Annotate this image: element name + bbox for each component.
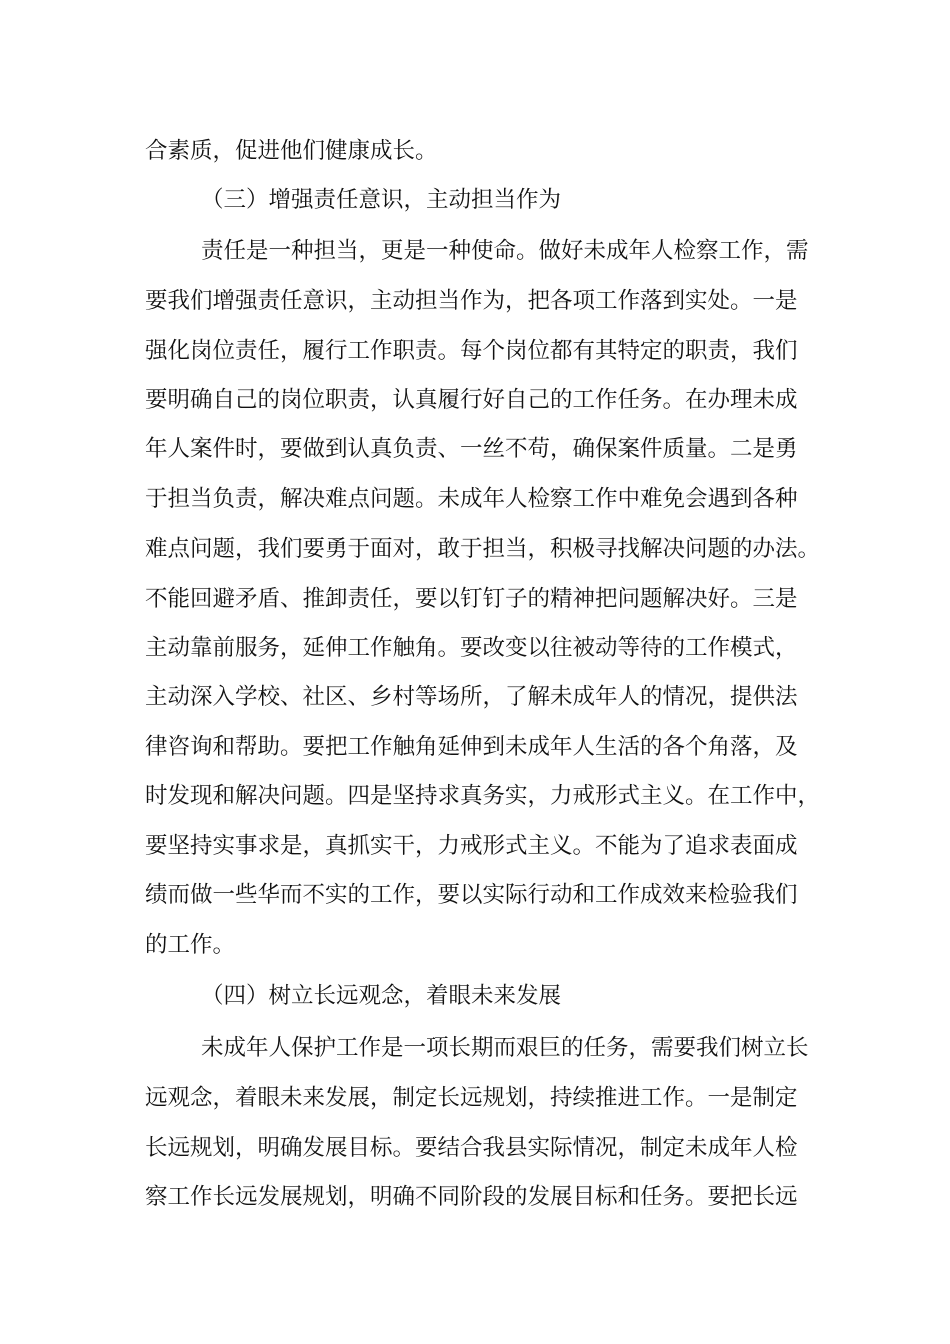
section-3-line: 要明确自己的岗位职责，认真履行好自己的工作任务。在办理未成 bbox=[145, 387, 798, 413]
intro-tail-line: 合素质，促进他们健康成长。 bbox=[145, 138, 438, 164]
section-3-line: 难点问题，我们要勇于面对，敢于担当，积极寻找解决问题的办法。 bbox=[145, 536, 821, 562]
section-3-line: 不能回避矛盾、推卸责任，要以钉钉子的精神把问题解决好。三是 bbox=[145, 586, 798, 612]
section-4-line: 察工作长远发展规划，明确不同阶段的发展目标和任务。要把长远 bbox=[145, 1184, 798, 1210]
section-3-line: 主动靠前服务，延伸工作触角。要改变以往被动等待的工作模式， bbox=[145, 635, 798, 661]
section-3-line: 要我们增强责任意识，主动担当作为，把各项工作落到实处。一是 bbox=[145, 288, 798, 314]
section-3-line: 要坚持实事求是，真抓实干，力戒形式主义。不能为了追求表面成 bbox=[145, 833, 798, 859]
section-3-line: 主动深入学校、社区、乡村等场所，了解未成年人的情况，提供法 bbox=[145, 684, 798, 710]
section-3-line: 年人案件时，要做到认真负责、一丝不苟，确保案件质量。二是勇 bbox=[145, 436, 798, 462]
section-4-heading: （四）树立长远观念，着眼未来发展 bbox=[201, 983, 562, 1009]
section-4-line: 长远规划，明确发展目标。要结合我县实际情况，制定未成年人检 bbox=[145, 1135, 798, 1161]
section-3-line: 强化岗位责任，履行工作职责。每个岗位都有其特定的职责，我们 bbox=[145, 338, 798, 364]
section-4-line: 未成年人保护工作是一项长期而艰巨的任务，需要我们树立长 bbox=[201, 1035, 809, 1061]
section-3-line: 绩而做一些华而不实的工作，要以实际行动和工作成效来检验我们 bbox=[145, 882, 798, 908]
section-3-line: 的工作。 bbox=[145, 932, 236, 958]
section-3-line: 责任是一种担当，更是一种使命。做好未成年人检察工作，需 bbox=[201, 238, 809, 264]
section-4-line: 远观念，着眼未来发展，制定长远规划，持续推进工作。一是制定 bbox=[145, 1085, 798, 1111]
section-3-line: 于担当负责，解决难点问题。未成年人检察工作中难免会遇到各种 bbox=[145, 486, 798, 512]
section-3-line: 律咨询和帮助。要把工作触角延伸到未成年人生活的各个角落，及 bbox=[145, 734, 798, 760]
section-3-heading: （三）增强责任意识，主动担当作为 bbox=[201, 187, 562, 213]
section-3-line: 时发现和解决问题。四是坚持求真务实，力戒形式主义。在工作中， bbox=[145, 783, 821, 809]
